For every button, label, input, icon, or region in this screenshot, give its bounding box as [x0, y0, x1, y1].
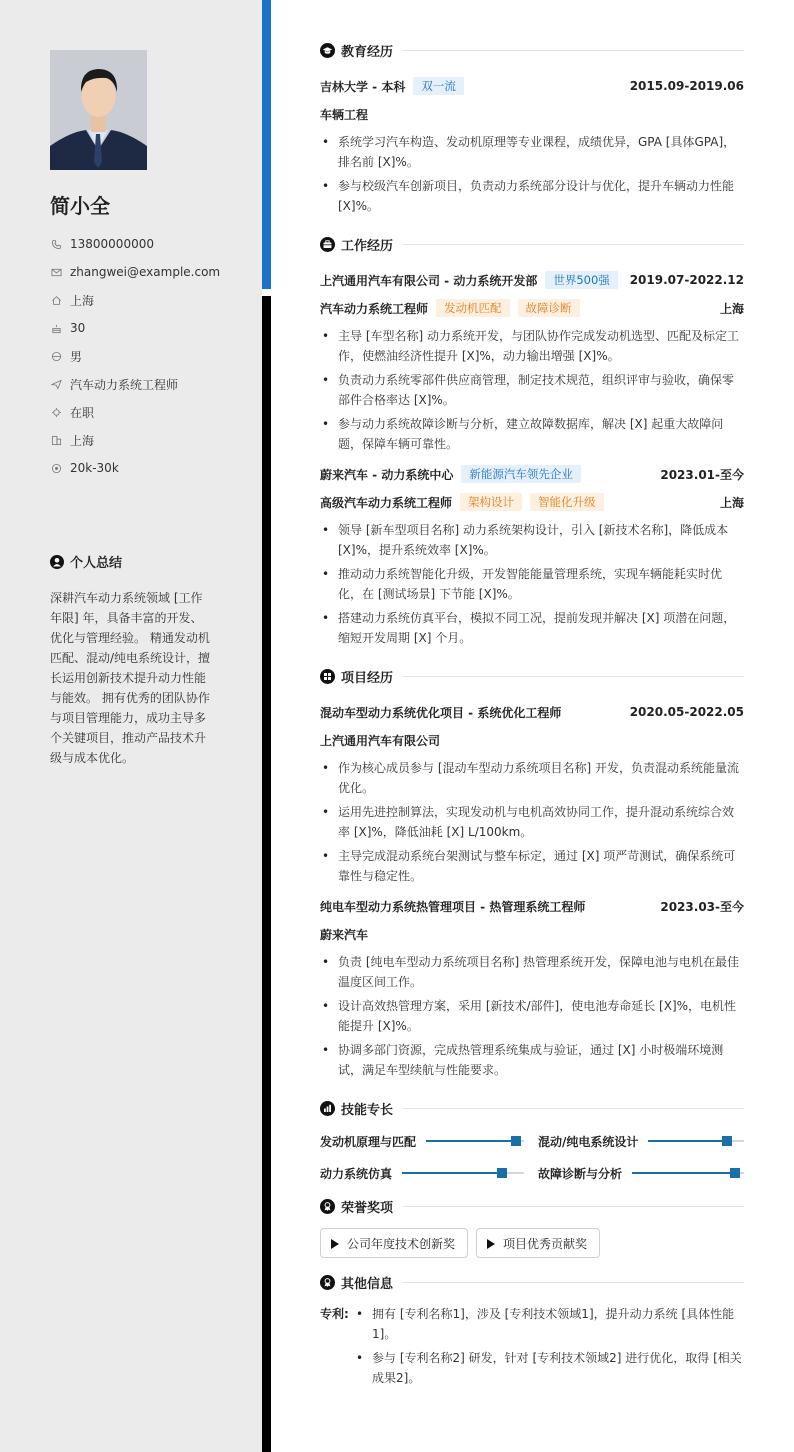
- education-period: 2015.09-2019.06: [629, 79, 744, 93]
- company-name: 蔚来汽车 - 动力系统中心: [320, 467, 454, 482]
- other-heading: [320, 1270, 744, 1294]
- section-title: 教育经历: [341, 44, 394, 60]
- salary-icon: [50, 462, 62, 474]
- contact-age: [50, 314, 220, 342]
- section-title: 工作经历: [341, 238, 394, 254]
- contact-email: [50, 258, 220, 286]
- award-chip: [476, 1228, 600, 1258]
- skill-bar: [426, 1140, 524, 1142]
- person-name: 简小全: [50, 194, 110, 218]
- education-bullets: [320, 132, 744, 216]
- contact-text: 男: [70, 349, 83, 364]
- list-item: • 主导 [车型名称] 动力系统开发，与团队协作完成发动机选型、匹配及标定工作，使燃油经济性提升 [X]%，动力输出增强 [X]%。: [320, 326, 744, 366]
- major-row: [320, 100, 744, 128]
- play-icon: [331, 1238, 339, 1248]
- job-role: 高级汽车动力系统工程师: [320, 495, 453, 510]
- job-role-row: [320, 294, 744, 322]
- skill-item: [538, 1162, 744, 1184]
- project-name: 混动车型动力系统优化项目 - 系统优化工程师: [320, 705, 562, 720]
- project-row: [320, 698, 744, 726]
- skill-bar: [648, 1140, 744, 1142]
- job-location: 上海: [719, 495, 744, 510]
- job-period: 2019.07-2022.12: [629, 273, 744, 287]
- project-org: 蔚来汽车: [320, 927, 369, 942]
- list-item: • 系统学习汽车构造、发动机原理等专业课程，成绩优异，GPA [具体GPA]，排名前 [X]%。: [320, 132, 744, 172]
- briefcase-icon: [320, 237, 335, 252]
- list-item: • 设计高效热管理方案，采用 [新技术/部件]，使电池寿命延长 [X]%，电机性能提升 [X]%。: [320, 996, 744, 1036]
- award-icon: [320, 1199, 335, 1214]
- award-label: 项目优秀贡献奖: [503, 1236, 588, 1251]
- awards-list: [320, 1228, 744, 1258]
- role-tag: 发动机匹配: [436, 299, 510, 317]
- skill-level-marker: [722, 1136, 732, 1146]
- skill-level-marker: [730, 1168, 740, 1178]
- summary-text: 深耕汽车动力系统领域 [工作年限] 年，具备丰富的开发、优化与管理经验。 精通发动机匹配、混动/纯电系统设计，擅长运用创新技术提升动力性能与能效。 拥有优秀的团队协作与项目管理能力，成功主导多个关键项目，推动产品技术升级与成本优化。: [50, 591, 211, 765]
- contact-city: [50, 426, 220, 454]
- education-row: [320, 72, 744, 100]
- skills-grid: [320, 1130, 744, 1184]
- skill-item: [320, 1162, 524, 1184]
- summary-heading: [50, 552, 122, 571]
- section-divider: [403, 1206, 744, 1207]
- list-item: • 负责动力系统零部件供应商管理，制定技术规范，组织评审与验收，确保零部件合格率达 [X]%。: [320, 370, 744, 410]
- section-divider: [403, 244, 744, 245]
- contact-gender: [50, 342, 220, 370]
- project-org-row: [320, 920, 744, 948]
- contact-text: 汽车动力系统工程师: [70, 377, 179, 392]
- section-title: 技能专长: [341, 1102, 394, 1118]
- section-divider: [403, 1108, 744, 1109]
- education-heading: [320, 38, 744, 62]
- skill-name: 故障诊断与分析: [538, 1166, 623, 1181]
- projects-heading: [320, 664, 744, 688]
- job-bullets: [320, 326, 744, 454]
- list-item: • 主导完成混动系统台架测试与整车标定，通过 [X] 项严苛测试，确保系统可靠性与稳定性。: [320, 846, 744, 886]
- skill-item: [320, 1130, 524, 1152]
- company-tag: 新能源汽车领先企业: [461, 465, 581, 483]
- project-name: 纯电车型动力系统热管理项目 - 热管理系统工程师: [320, 899, 586, 914]
- contact-text: 20k-30k: [70, 461, 119, 475]
- list-item: • 参与 [专利名称2] 研发，针对 [专利技术领域2] 进行优化，取得 [相关成果2]。: [354, 1348, 744, 1388]
- award-chip: [320, 1228, 468, 1258]
- skill-name: 发动机原理与匹配: [320, 1134, 417, 1149]
- award-label: 公司年度技术创新奖: [347, 1236, 456, 1251]
- patent-list: [354, 1304, 744, 1392]
- school-name: 吉林大学 - 本科: [320, 79, 406, 94]
- contact-text: zhangwei@example.com: [70, 265, 221, 279]
- project-period: 2020.05-2022.05: [629, 705, 744, 719]
- home-icon: [50, 294, 62, 306]
- skill-bar: [632, 1172, 744, 1174]
- list-item: • 运用先进控制算法，实现发动机与电机高效协同工作，提升混动系统综合效率 [X]%，降低油耗 [X] L/100km。: [320, 802, 744, 842]
- contact-status: [50, 398, 220, 426]
- user-icon: [50, 555, 64, 569]
- project-org: 上汽通用汽车有限公司: [320, 733, 441, 748]
- age-icon: [50, 322, 62, 334]
- skills-heading: [320, 1096, 744, 1120]
- major: 车辆工程: [320, 107, 369, 122]
- status-icon: [50, 406, 62, 418]
- play-icon: [487, 1238, 495, 1248]
- company-tag: 世界500强: [545, 271, 617, 289]
- list-item: • 负责 [纯电车型动力系统项目名称] 热管理系统开发，保障电池与电机在最佳温度区间工作。: [320, 952, 744, 992]
- work-heading: [320, 232, 744, 256]
- skill-item: [538, 1130, 744, 1152]
- contact-salary: [50, 454, 220, 482]
- list-item: • 参与动力系统故障诊断与分析，建立故障数据库，解决 [X] 起重大故障问题，保障车辆可靠性。: [320, 414, 744, 454]
- job-period: 2023.01-至今: [660, 467, 744, 482]
- skill-name: 混动/纯电系统设计: [538, 1134, 639, 1149]
- contact-position: [50, 370, 220, 398]
- contact-text: 上海: [70, 433, 95, 448]
- role-tag: 故障诊断: [518, 299, 580, 317]
- job-company-row: [320, 460, 744, 488]
- contact-text: 上海: [70, 293, 95, 308]
- section-divider: [403, 50, 744, 51]
- section-title: 项目经历: [341, 670, 394, 686]
- project-bullets: [320, 952, 744, 1080]
- role-tag: 架构设计: [460, 493, 522, 511]
- project-period: 2023.03-至今: [660, 899, 744, 914]
- skill-level-marker: [511, 1136, 521, 1146]
- project-org-row: [320, 726, 744, 754]
- gender-icon: [50, 350, 62, 362]
- job-bullets: [320, 520, 744, 648]
- section-divider: [403, 1282, 744, 1283]
- contact-list: [50, 230, 220, 482]
- graduation-cap-icon: [320, 43, 335, 58]
- bar-chart-icon: [320, 1101, 335, 1116]
- list-item: • 搭建动力系统仿真平台，模拟不同工况，提前发现并解决 [X] 项潜在问题，缩短开发周期 [X] 个月。: [320, 608, 744, 648]
- summary-title: 个人总结: [70, 556, 123, 571]
- list-item: • 参与校级汽车创新项目，负责动力系统部分设计与优化，提升车辆动力性能 [X]%。: [320, 176, 744, 216]
- skill-bar: [402, 1172, 524, 1174]
- skill-level-marker: [497, 1168, 507, 1178]
- role-tag: 智能化升级: [530, 493, 604, 511]
- contact-text: 13800000000: [70, 237, 154, 251]
- grid-icon: [320, 669, 335, 684]
- accent-bar-black: [262, 296, 271, 1452]
- project-bullets: [320, 758, 744, 886]
- patent-label: 专利:: [320, 1307, 349, 1321]
- contact-text: 在职: [70, 405, 95, 420]
- list-item: • 协调多部门资源，完成热管理系统集成与验证，通过 [X] 小时极端环境测试，满足车型续航与性能要求。: [320, 1040, 744, 1080]
- patent-block: [320, 1304, 744, 1398]
- building-icon: [50, 434, 62, 446]
- list-item: • 作为核心成员参与 [混动车型动力系统项目名称] 开发，负责混动系统能量流优化。: [320, 758, 744, 798]
- list-item: • 领导 [新车型项目名称] 动力系统架构设计，引入 [新技术名称]，降低成本 [X]%，提升系统效率 [X]%。: [320, 520, 744, 560]
- send-icon: [50, 378, 62, 390]
- contact-text: 30: [70, 321, 86, 335]
- contact-home: [50, 286, 220, 314]
- mail-icon: [50, 266, 62, 278]
- awards-heading: [320, 1194, 744, 1218]
- profile-photo: [50, 50, 147, 170]
- award-icon: [320, 1275, 335, 1290]
- job-location: 上海: [719, 301, 744, 316]
- contact-phone: [50, 230, 220, 258]
- phone-icon: [50, 238, 62, 250]
- section-title: 其他信息: [341, 1276, 394, 1292]
- company-name: 上汽通用汽车有限公司 - 动力系统开发部: [320, 273, 538, 288]
- job-role: 汽车动力系统工程师: [320, 301, 429, 316]
- skill-name: 动力系统仿真: [320, 1166, 393, 1181]
- section-title: 荣誉奖项: [341, 1200, 394, 1216]
- school-tag: 双一流: [413, 77, 464, 95]
- job-role-row: [320, 488, 744, 516]
- job-company-row: [320, 266, 744, 294]
- main-content: [320, 38, 744, 1398]
- project-row: [320, 892, 744, 920]
- section-divider: [403, 676, 744, 677]
- list-item: • 推动动力系统智能化升级，开发智能能量管理系统，实现车辆能耗实时优化，在 [测试场景] 下节能 [X]%。: [320, 564, 744, 604]
- list-item: • 拥有 [专利名称1]，涉及 [专利技术领域1]，提升动力系统 [具体性能1]。: [354, 1304, 744, 1344]
- accent-bar-blue: [262, 0, 271, 289]
